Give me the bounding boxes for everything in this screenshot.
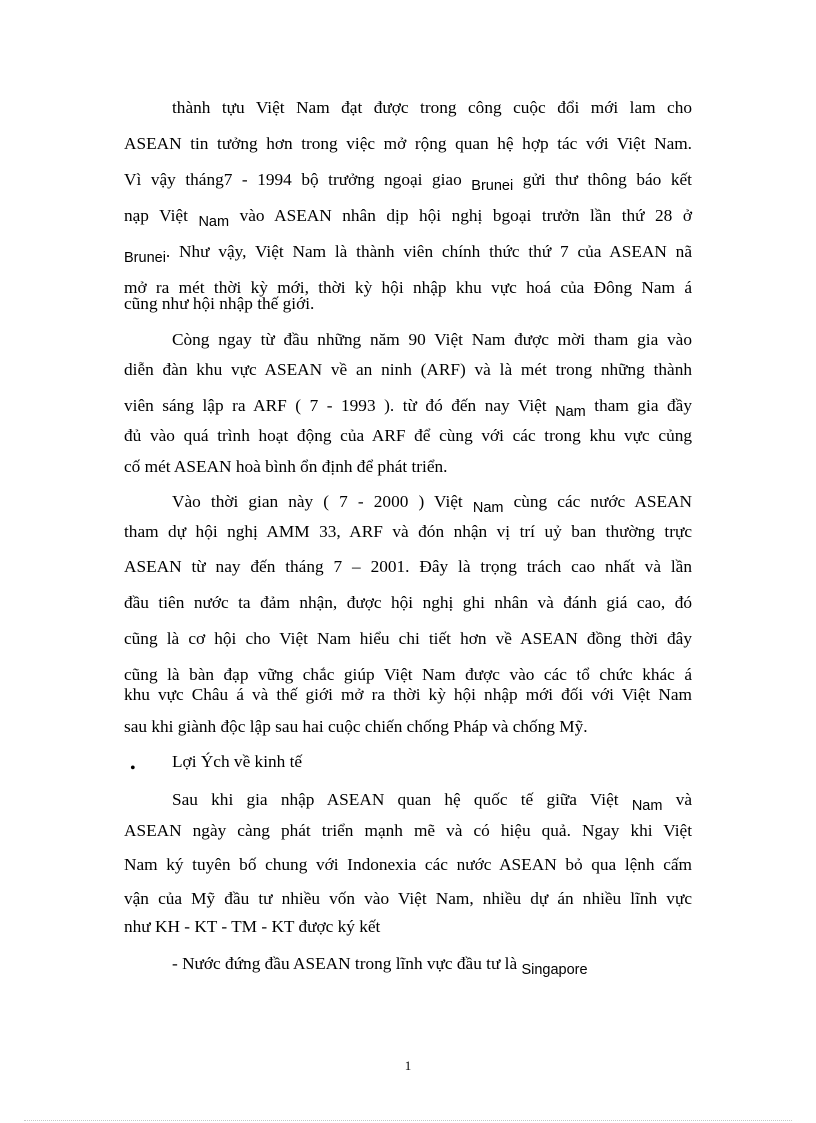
- section-heading: Lợi Ých về kinh tế: [172, 752, 303, 771]
- bullet-marker: •: [130, 760, 136, 777]
- paragraph-3-line-2: tham dự hội nghị AMM 33, ARF và đón nhận vị trí uỷ ban thường trực: [124, 522, 692, 541]
- page-boundary-divider: [24, 1120, 792, 1121]
- paragraph-1-line-7: cũng như hội nhập thế giới.: [124, 294, 315, 313]
- paragraph-5-line-1: - Nước đứng đầu ASEAN trong lĩnh vực đầu tư là $_{Singapore}$: [172, 954, 588, 978]
- paragraph-3-line-4: đầu tiên nước ta đảm nhận, được hội nghị ghi nhân và đánh giá cao, đó: [124, 593, 692, 612]
- paragraph-1-line-4: nạp Việt $_{Nam}$ vào ASEAN nhân dịp hội nghị bgoại trưởn lần thứ 28 ở: [124, 206, 692, 230]
- page-number: 1: [404, 1058, 412, 1073]
- place-name: Nam: [472, 500, 504, 516]
- paragraph-4-line-3: Nam ký tuyên bố chung với Indonexia các nước ASEAN bỏ qua lệnh cấm: [124, 855, 692, 874]
- paragraph-1-line-1: thành tựu Việt Nam đạt được trong công cuộc đổi mới lam cho: [172, 98, 692, 117]
- paragraph-1-line-2: ASEAN tin tưởng hơn trong việc mở rộng quan hệ hợp tác với Việt Nam.: [124, 134, 692, 153]
- paragraph-3-line-8: sau khi giành độc lập sau hai cuộc chiến chống Pháp và chống Mỹ.: [124, 717, 588, 736]
- paragraph-2-line-3: viên sáng lập ra ARF ( 7 - 1993 ). từ đó đến nay Việt $_{Nam}$ tham gia đầy: [124, 396, 692, 420]
- paragraph-2-line-1: Còng ngay từ đầu những năm 90 Việt Nam được mời tham gia vào: [172, 330, 692, 349]
- paragraph-4-line-4: vận của Mỹ đầu tư nhiều vốn vào Việt Nam, nhiều dự án nhiều lĩnh vực: [124, 889, 692, 908]
- paragraph-3-line-1: Vào thời gian này ( 7 - 2000 ) Việt $_{Nam}$ cùng các nước ASEAN: [172, 492, 692, 516]
- paragraph-3-line-7: khu vực Châu á và thế giới mở ra thời kỳ hội nhập mới đối với Việt Nam: [124, 685, 692, 704]
- place-name: Nam: [198, 214, 230, 230]
- place-name: Nam: [631, 798, 663, 814]
- place-name: Brunei: [471, 178, 514, 194]
- paragraph-4-line-1: Sau khi gia nhập ASEAN quan hệ quốc tế giữa Việt $_{Nam}$ và: [172, 790, 693, 814]
- paragraph-1-line-3: Vì vậy tháng7 - 1994 bộ trưởng ngoại giao $_{Brunei}$ gửi thư thông báo kết: [124, 170, 692, 194]
- paragraph-2-line-5: cố mét ASEAN hoà bình ổn định để phát triển.: [124, 457, 448, 476]
- paragraph-1-line-5: $_{Brunei}$. Như vậy, Việt Nam là thành viên chính thức thứ 7 của ASEAN nã: [124, 242, 692, 266]
- paragraph-3-line-6: cũng là bàn đạp vững chắc giúp Việt Nam được vào các tổ chức khác á: [124, 665, 692, 684]
- place-name: Nam: [555, 404, 586, 420]
- paragraph-3-line-3: ASEAN từ nay đến tháng 7 – 2001. Đây là trọng trách cao nhất và lần: [124, 557, 692, 576]
- place-name: Singapore: [521, 962, 588, 978]
- paragraph-1-line-6: mở ra mét thời kỳ mới, thời kỳ hội nhập khu vực hoá của Đông Nam á: [124, 278, 692, 297]
- paragraph-2-line-2: diễn đàn khu vực ASEAN về an ninh (ARF) và là mét trong những thành: [124, 360, 692, 379]
- paragraph-4-line-2: ASEAN ngày càng phát triển mạnh mẽ và có hiệu quả. Ngay khi Việt: [124, 821, 692, 840]
- place-name: Brunei: [124, 250, 166, 266]
- paragraph-4-line-5: như KH - KT - TM - KT được ký kết: [124, 917, 381, 936]
- paragraph-3-line-5: cũng là cơ hội cho Việt Nam hiểu chi tiết hơn về ASEAN đồng thời đây: [124, 629, 692, 648]
- paragraph-2-line-4: đủ vào quá trình hoạt động của ARF để cùng với các trong khu vực củng: [124, 426, 692, 445]
